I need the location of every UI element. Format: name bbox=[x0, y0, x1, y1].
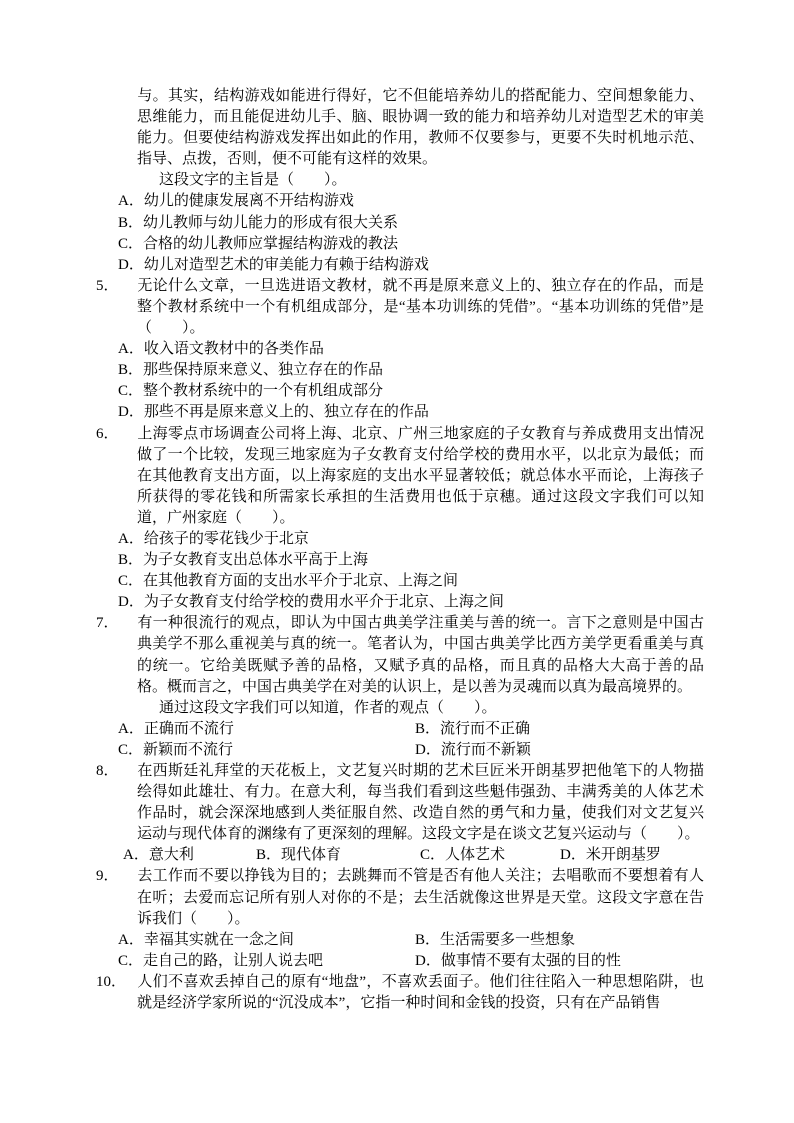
question-body-text: 与。其实，结构游戏如能进行得好，它不但能培养幼儿的搭配能力、空间想象能力、思维能力，而且能促进幼儿手、脑、眼协调一致的能力和培养幼儿对造型艺术的审美能力。但要使结构游戏发挥出如此的作用，教师不仅要参与，更要不失时机地示范、指导、点拨，否则，便不可能有这样的效果。 bbox=[137, 88, 704, 168]
option: A．意大利 bbox=[123, 847, 194, 864]
option: A．幼儿的健康发展离不开结构游戏 bbox=[118, 193, 354, 210]
option-row bbox=[118, 719, 704, 740]
question-number: 6． bbox=[96, 425, 119, 442]
question-4-stem: 这段文字的主旨是（ ）。 bbox=[159, 172, 347, 189]
question-9-body bbox=[96, 866, 704, 929]
option: D．米开朗基罗 bbox=[560, 847, 661, 864]
option: B．生活需要多一些想象 bbox=[415, 931, 576, 948]
question-body-text: 上海零点市场调查公司将上海、北京、广州三地家庭的子女教育与养成费用支出情况做了一个比较，发现三地家庭为子女教育支付给学校的费用水平，以北京为最低；而在其他教育支出方面，以上海家庭的支出水平显著较低；就总体水平而论，上海孩子所获得的零花钱和所需家长承担的生活费用也低于京穗。通过这段文字我们可以知道，广州家庭（ ）。 bbox=[137, 425, 704, 526]
option: A．收入语文教材中的各类作品 bbox=[118, 341, 324, 358]
question-4-options bbox=[96, 191, 704, 275]
question-7-stem: 通过这段文字我们可以知道，作者的观点（ ）。 bbox=[159, 699, 497, 716]
option-row bbox=[118, 951, 704, 972]
question-5-options bbox=[96, 339, 704, 423]
question-7-body bbox=[96, 613, 704, 697]
option: C．合格的幼儿教师应掌握结构游戏的教法 bbox=[118, 235, 399, 252]
option: B．为子女教育支出总体水平高于上海 bbox=[118, 552, 369, 569]
question-number: 10． bbox=[96, 973, 127, 990]
question-6-body bbox=[96, 424, 704, 529]
option: D．那些不再是原来意义上的、独立存在的作品 bbox=[118, 404, 429, 421]
question-4-body bbox=[96, 86, 704, 170]
option: C．人体艺术 bbox=[420, 847, 506, 864]
option: D．做事情不要有太强的目的性 bbox=[415, 952, 621, 969]
option: C．走自己的路，让别人说去吧 bbox=[118, 952, 324, 969]
option: C．在其他教育方面的支出水平介于北京、上海之间 bbox=[118, 573, 459, 590]
option: B．幼儿教师与幼儿能力的形成有很大关系 bbox=[118, 214, 399, 231]
option: D．为子女教育支付给学校的费用水平介于北京、上海之间 bbox=[118, 594, 504, 611]
question-8-options bbox=[123, 845, 704, 866]
question-9-options bbox=[96, 930, 704, 972]
option: A．给孩子的零花钱少于北京 bbox=[118, 530, 309, 547]
option-row bbox=[118, 740, 704, 761]
question-body-text: 去工作而不要以挣钱为目的；去跳舞而不管是否有他人关注；去唱歌而不要想着有人在听；去爱而忘记所有别人对你的不是；去生活就像这世界是天堂。这段文字意在告诉我们（ ）。 bbox=[137, 868, 704, 927]
question-8-body bbox=[96, 761, 704, 845]
question-number: 9． bbox=[96, 868, 119, 885]
option: D．流行而不新颖 bbox=[415, 741, 531, 758]
question-5-body bbox=[96, 276, 704, 339]
option: A．正确而不流行 bbox=[118, 720, 234, 737]
question-body-text: 无论什么文章，一旦选进语文教材，就不再是原来意义上的、独立存在的作品，而是整个教材系统中一个有机组成部分，是“基本功训练的凭借”。“基本功训练的凭借”是（ ）。 bbox=[137, 277, 704, 337]
question-7-options bbox=[96, 719, 704, 761]
option: B．流行而不正确 bbox=[415, 720, 531, 737]
question-body-text: 在西斯廷礼拜堂的天花板上，文艺复兴时期的艺术巨匠米开朗基罗把他笔下的人物描绘得如此雄壮、有力。在意大利，每当我们看到这些魁伟强劲、丰满秀美的人体艺术作品时，就会深深地感到人类征服自然、改造自然的勇气和力量，使我们对文艺复兴运动与现代体育的渊缘有了更深刻的理解。这段文字是在谈文艺复兴运动与（ ）。 bbox=[137, 763, 704, 843]
question-body-text: 有一种很流行的观点，即认为中国古典美学注重美与善的统一。言下之意则是中国古典美学不那么重视美与真的统一。笔者认为，中国古典美学比西方美学更看重美与真的统一。它给美既赋予善的品格，又赋予真的品格，而且真的品格大大高于善的品格。概而言之，中国古典美学在对美的认识上，是以善为灵魂而以真为最高境界的。 bbox=[137, 615, 704, 695]
option: A．幸福其实就在一念之间 bbox=[118, 931, 294, 948]
question-6-options bbox=[96, 529, 704, 613]
option: C．整个教材系统中的一个有机组成部分 bbox=[118, 383, 384, 400]
option: D．幼儿对造型艺术的审美能力有赖于结构游戏 bbox=[118, 256, 429, 273]
question-10-body bbox=[96, 972, 704, 1014]
option: B．那些保持原来意义、独立存在的作品 bbox=[118, 362, 384, 379]
option-row bbox=[118, 930, 704, 951]
question-body-text: 人们不喜欢丢掉自己的原有“地盘”，不喜欢丢面子。他们往往陷入一种思想陷阱，也就是经济学家所说的“沉没成本”，它指一种时间和金钱的投资，只有在产品销售 bbox=[137, 973, 704, 1012]
option: B．现代体育 bbox=[256, 847, 342, 864]
question-number: 7． bbox=[96, 615, 119, 632]
question-number: 8． bbox=[96, 763, 119, 779]
option: C．新颖而不流行 bbox=[118, 741, 234, 758]
question-number: 5． bbox=[96, 277, 119, 294]
